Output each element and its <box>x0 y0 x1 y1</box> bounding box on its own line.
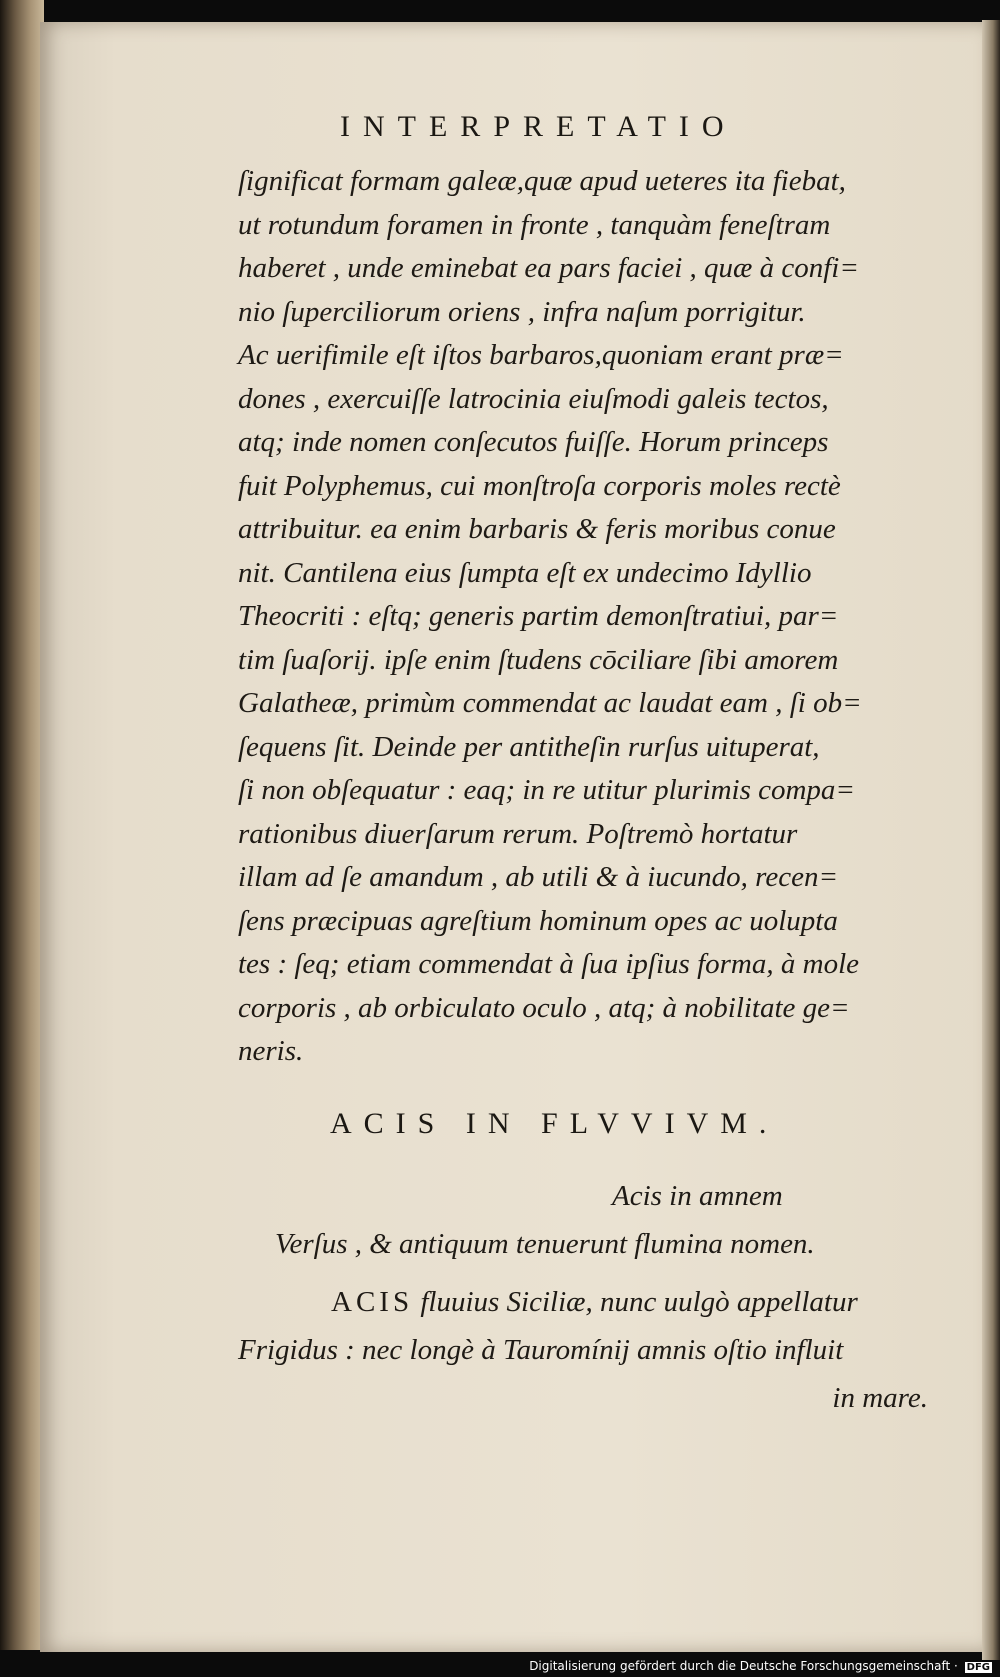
body-line: Galatheæ, primùm commendat ac laudat eam , ſi ob= <box>238 687 862 719</box>
body-line: rationibus diuerſarum rerum. Poſtremò hortatur <box>238 817 798 850</box>
digitization-footer <box>529 1659 992 1673</box>
note-line-text: fluuius Siciliæ, nunc uulgò appellatur <box>420 1286 858 1318</box>
verse-line: Acis in amnem <box>612 1180 783 1212</box>
body-line: Ac uerifimile eſt iſtos barbaros,quoniam erant præ= <box>238 339 844 371</box>
body-line: tim ſuaſorij. ipſe enim ſtudens cōciliare ſibi amorem <box>238 643 839 676</box>
page-edge <box>982 20 1000 1660</box>
book-spine-shadow <box>0 0 44 1650</box>
commentary-note <box>238 1278 938 1422</box>
running-head: INTERPRETATIO <box>340 110 737 143</box>
body-line: Theocriti : eſtq; generis partim demonſtratiui, par= <box>238 600 839 632</box>
body-line: corporis , ab orbiculato oculo , atq; à nobilitate ge= <box>238 991 850 1024</box>
body-line: ſignificat formam galeæ,quæ apud ueteres ita fiebat, <box>238 165 846 197</box>
body-line: ut rotundum foramen in fronte , tanquàm feneſtram <box>238 208 831 241</box>
note-line: in mare. <box>832 1382 928 1414</box>
body-line: ſi non obſequatur : eaq; in re utitur plurimis compa= <box>238 774 855 806</box>
dfg-logo: DFG <box>966 1662 990 1673</box>
body-line: ſequens ſit. Deinde per antitheſin rurſus uituperat, <box>238 730 820 763</box>
body-line: dones , exercuiſſe latrocinia eiuſmodi galeis tectos, <box>238 382 829 415</box>
body-line: nit. Cantilena eius ſumpta eſt ex undecimo Idyllio <box>238 556 812 589</box>
note-lead-word: ACIS <box>331 1286 414 1318</box>
verse-line: Verſus , & antiquum tenuerunt flumina nomen. <box>275 1228 815 1260</box>
body-line: fuit Polyphemus, cui monſtroſa corporis moles rectè <box>238 469 841 502</box>
note-line: Frigidus : nec longè à Tauromínij amnis oſtio influit <box>238 1334 844 1366</box>
body-line: illam ad ſe amandum , ab utili & à iucundo, recen= <box>238 861 839 893</box>
footer-text: Digitalisierung gefördert durch die Deutsche Forschungsgemeinschaft · <box>529 1659 958 1673</box>
body-line: ſens præcipuas agreſtium hominum opes ac uolupta <box>238 904 838 937</box>
body-line: attribuitur. ea enim barbaris & feris moribus conue <box>238 513 836 545</box>
body-line: tes : ſeq; etiam commendat à ſua ipſius forma, à mole <box>238 948 859 980</box>
note-line <box>238 1278 938 1326</box>
section-title: ACIS IN FLVVIVM. <box>330 1107 779 1140</box>
body-line: nio ſuperciliorum oriens , infra naſum porrigitur. <box>238 295 806 328</box>
body-line: haberet , unde eminebat ea pars faciei , quæ à confi= <box>238 252 859 284</box>
body-line: neris. <box>238 1035 304 1067</box>
body-text <box>238 160 938 1074</box>
body-line: atq; inde nomen conſecutos fuiſſe. Horum princeps <box>238 426 829 458</box>
